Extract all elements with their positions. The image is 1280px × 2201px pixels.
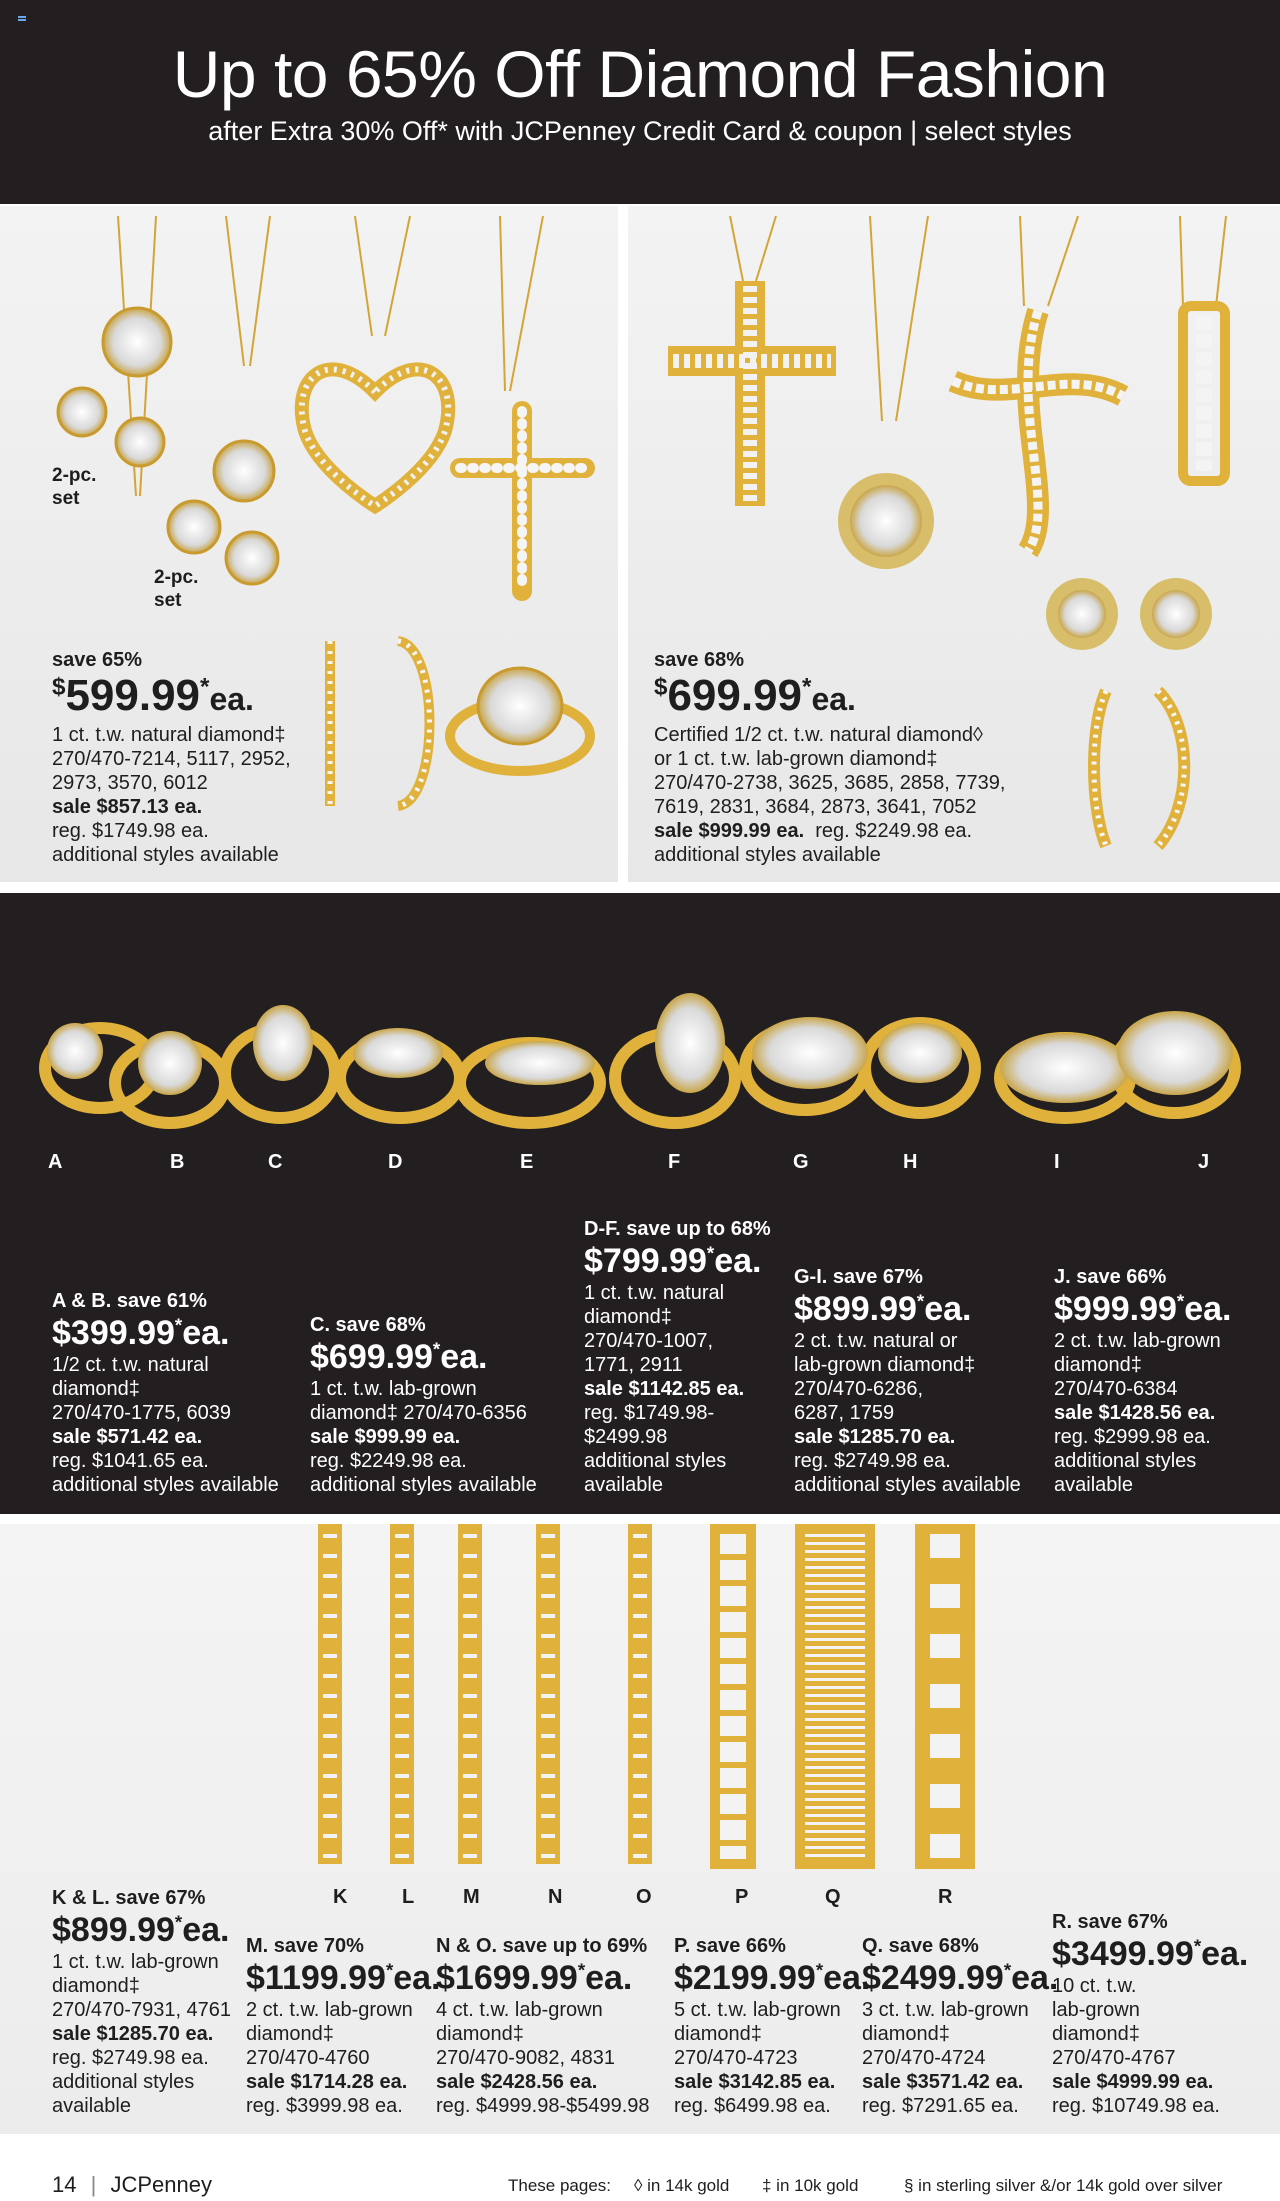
bracelet-letter-k: K [333, 1886, 348, 1908]
offer-c: C. save 68% $699.99*ea. 1 ct. t.w. lab-grown diamond‡ 270/470-6356 sale $999.99 ea. reg. $2249.98 ea. additional styles available [310, 1313, 560, 1497]
offer-gi: G-I. save 67% $899.99*ea. 2 ct. t.w. natural or lab-grown diamond‡ 270/470-6286, 6287, 1759 sale $1285.70 ea. reg. $2749.98 ea. additional styles available [794, 1265, 1044, 1497]
bracelet-letter-m: M [463, 1886, 480, 1908]
menu-icon [18, 16, 26, 22]
offer-block-left: save 65% $599.99*ea. 1 ct. t.w. natural diamond‡ 270/470-7214, 5117, 2952, 2973, 3570, 6012 sale $857.13 ea. reg. $1749.98 ea. additional styles available [52, 648, 332, 867]
bracelet-letter-l: L [402, 1886, 415, 1908]
cross-pendant-panel [628, 206, 1280, 882]
price: $2499.99*ea. [862, 1959, 1059, 1997]
ring-letter-d: D [388, 1151, 403, 1173]
price: $3499.99*ea. [1052, 1935, 1249, 1973]
ring-letter-e: E [520, 1151, 534, 1173]
price: $799.99*ea. [584, 1242, 762, 1280]
price: $599.99*ea. [52, 671, 254, 720]
ring-letter-h: H [903, 1151, 918, 1173]
bracelet-letter-n: N [548, 1886, 563, 1908]
price: $999.99*ea. [1054, 1290, 1232, 1328]
price: $699.99*ea. [310, 1338, 488, 1376]
page-number: 14 [52, 2172, 77, 2197]
offer-j: J. save 66% $999.99*ea. 2 ct. t.w. lab-grown diamond‡ 270/470-6384 sale $1428.56 ea. reg. $2999.98 ea. additional styles available [1054, 1265, 1274, 1497]
price: $899.99*ea. [794, 1290, 972, 1328]
page-footer: 14 | JCPenney [52, 2172, 212, 2197]
ring-letter-a: A [48, 1151, 63, 1173]
page-subtitle: after Extra 30% Off* with JCPenney Credit Card & coupon | select styles [208, 116, 1072, 146]
legend-sterling: § in sterling silver &/or 14k gold over silver [904, 2176, 1223, 2195]
offer-ab: A & B. save 61% $399.99*ea. 1/2 ct. t.w. natural diamond‡ 270/470-1775, 6039 sale $571.42 ea. reg. $1041.65 ea. additional styles available [52, 1289, 302, 1497]
bracelets-section [0, 1524, 1280, 2134]
ring-letter-g: G [793, 1151, 809, 1173]
sale-reg-line: sale $999.99 ea. reg. $2249.98 ea. [654, 820, 973, 842]
set-label-1: 2-pc. set [52, 465, 97, 509]
legend-10k: ‡ in 10k gold [762, 2176, 859, 2195]
set-label-2: 2-pc. set [154, 567, 199, 611]
ring-letter-f: F [668, 1151, 681, 1173]
offer-m: M. save 70% $1199.99*ea. 2 ct. t.w. lab-grown diamond‡ 270/470-4760 sale $1714.28 ea. reg. $3999.98 ea. [246, 1935, 441, 2117]
bracelet-letter-p: P [735, 1886, 749, 1908]
rings-illustration [0, 893, 1280, 1183]
price: $1699.99*ea. [436, 1959, 633, 1997]
offer-df: D-F. save up to 68% $799.99*ea. 1 ct. t.w. natural diamond‡ 270/470-1007, 1771, 2911 sale $1142.85 ea. reg. $1749.98- $2499.98 additional styles available [584, 1217, 804, 1497]
price: $399.99*ea. [52, 1314, 230, 1352]
offer-kl: K & L. save 67% $899.99*ea. 1 ct. t.w. lab-grown diamond‡ 270/470-7931, 4761 sale $1285.70 ea. reg. $2749.98 ea. additional styles available [52, 1886, 242, 2118]
necklace-earring-panel [0, 206, 618, 882]
offer-r: R. save 67% $3499.99*ea. 10 ct. t.w. lab-grown diamond‡ 270/470-4767 sale $4999.99 ea. reg. $10749.98 ea. [1052, 1910, 1278, 2118]
brand-name: JCPenney [110, 2172, 212, 2197]
page-title: Up to 65% Off Diamond Fashion [172, 37, 1108, 111]
offer-q: Q. save 68% $2499.99*ea. 3 ct. t.w. lab-grown diamond‡ 270/470-4724 sale $3571.42 ea. reg. $7291.65 ea. [862, 1935, 1059, 2117]
offer-no: N & O. save up to 69% $1699.99*ea. 4 ct. t.w. lab-grown diamond‡ 270/470-9082, 4831 sale $2428.56 ea. reg. $4999.98-$5499.98 [436, 1934, 672, 2118]
ring-letter-b: B [170, 1151, 185, 1173]
bracelet-letter-o: O [636, 1886, 652, 1908]
price: $1199.99*ea. [246, 1959, 441, 1997]
bracelets-illustration [0, 1524, 1280, 1874]
offer-p: P. save 66% $2199.99*ea. 5 ct. t.w. lab-grown diamond‡ 270/470-4723 sale $3142.85 ea. reg. $6499.98 ea. [674, 1935, 871, 2117]
legend-intro: These pages: [508, 2176, 612, 2195]
price: $699.99*ea. [654, 671, 856, 720]
ring-letter-c: C [268, 1151, 283, 1173]
bracelet-letter-r: R [938, 1886, 953, 1908]
offer-block-right: save 68% $699.99*ea. Certified 1/2 ct. t.w. natural diamond◊ or 1 ct. t.w. lab-grown diamond‡ 270/470-2738, 3625, 3685, 2858, 7739, 7619, 2831, 3684, 2873, 3641, 7052 sale $999.99 ea. reg. $2249.98 ea. additional styles available [654, 648, 1054, 867]
legend-14k: ◊ in 14k gold [634, 2176, 730, 2195]
bracelet-letter-q: Q [825, 1886, 841, 1908]
page-header [0, 0, 1280, 204]
price: $899.99*ea. [52, 1911, 230, 1949]
price: $2199.99*ea. [674, 1959, 871, 1997]
ring-letter-i: I [1054, 1151, 1060, 1173]
rings-section [0, 893, 1280, 1514]
ring-letter-j: J [1198, 1151, 1210, 1173]
